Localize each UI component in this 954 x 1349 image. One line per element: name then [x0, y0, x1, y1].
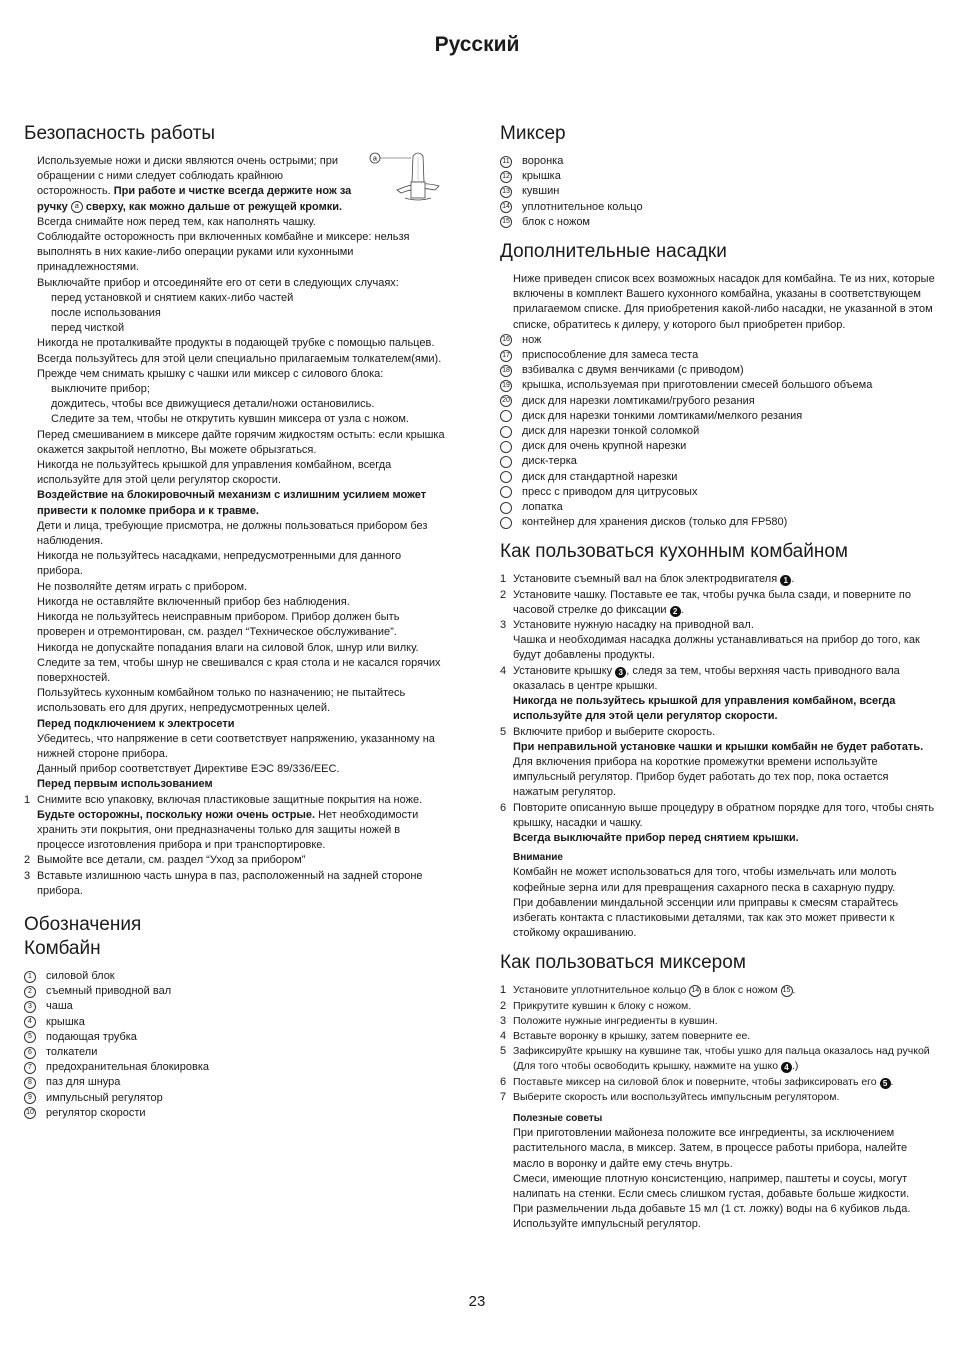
note-text: Комбайн не может использоваться для того, чтобы измельчать или молоть кофейные зерна или для превращения сахарного песка в сахарную пудру. [513, 866, 897, 894]
item-number-icon: 6 [24, 1047, 36, 1059]
item-number-icon [500, 426, 512, 438]
mixer-heading: Миксер [500, 123, 566, 144]
safety-subitem: после использования [51, 307, 161, 320]
safety-text: Никогда не допускайте попадания влаги на силовой блок, шнур или вилку. Следите за тем, чтобы шнур не свешивался с края стола и не касался горячих поверхностей. [37, 641, 441, 684]
list-item [24, 984, 448, 999]
list-item: 3 Положите нужные ингредиенты в кувшин. [500, 1014, 718, 1027]
list-item-label: крышка [46, 1015, 85, 1028]
tips-heading: Полезные советы [513, 1112, 603, 1124]
list-item-label: силовой блок [46, 969, 115, 982]
list-item-label: крышка, используемая при приготовлении смесей большого объема [522, 379, 873, 392]
safety-subitem: перед чисткой [51, 322, 125, 335]
safety-text: Убедитесь, что напряжение в сети соответствует напряжению, указанному на нижней стороне прибора. [37, 732, 435, 760]
list-item-label: подающая трубка [46, 1030, 137, 1043]
item-number-icon: 17 [500, 350, 512, 362]
safety-subitem: Следите за тем, чтобы не открутить кувшин миксера от узла с ножом. [51, 413, 409, 426]
list-item: 1 Снимите всю упаковку, включая пластиковые защитные покрытия на ноже. Будьте осторожны, поскольку ножи очень острые. Нет необходимости хранить эти покрытия, они предназначены только для защиты ножей в процессе изготовления прибора и при транспортировке. [24, 793, 423, 852]
list-item [500, 363, 936, 378]
list-item-label: импульсный регулятор [46, 1091, 163, 1104]
item-number-icon: 1 [24, 971, 36, 983]
first-use-list [24, 793, 448, 899]
list-item-label: диск для нарезки тонкими ломтиками/мелкого резания [522, 409, 803, 422]
list-item [500, 333, 936, 348]
list-item: 7 Выберите скорость или воспользуйтесь импульсным регулятором. [500, 1090, 840, 1103]
item-number-icon [500, 486, 512, 498]
safety-text: Перед смешиванием в миксере дайте горячим жидкостям остыть: если крышка окажется закрытой неплотно, Вы можете обрызгаться. [37, 428, 445, 456]
list-item: 2 Прикрутите кувшин к блоку с ножом. [500, 999, 692, 1012]
list-item-label: диск-терка [522, 455, 577, 468]
mixer-list [500, 154, 936, 230]
item-number-icon: 9 [24, 1092, 36, 1104]
list-item: 3 Установите нужную насадку на приводной вал. Чашка и необходимая насадка должны устанавливаться на прибор до того, как будут добавлены продукты. [500, 619, 920, 662]
item-number-icon: 4 [24, 1016, 36, 1028]
list-item-label: блок с ножом [522, 215, 590, 228]
item-number-icon: 12 [500, 171, 512, 183]
safety-text: Никогда не проталкивайте продукты в подающей трубке с помощью пальцев. Всегда пользуйтесь для этой цели специально прилагаемым толкателем(ями). [37, 337, 442, 365]
blender-heading: Как пользоваться миксером [500, 952, 746, 974]
list-item: 5 Зафиксируйте крышку на кувшине так, чтобы ушко для пальца оказалось над ручкой (Для того чтобы освободить крышку, нажмите на ушко 4 .) [500, 1045, 930, 1073]
tip-text: Смеси, имеющие плотную консистенцию, например, паштеты и соусы, могут налипать на стенки. Если смесь слишком густая, добавьте больше жидкости. [513, 1172, 910, 1200]
list-item-label: паз для шнура [46, 1076, 121, 1089]
safety-text: Не позволяйте детям играть с прибором. [37, 580, 248, 593]
safety-text: Всегда снимайте нож перед тем, как наполнять чашку. [37, 215, 316, 228]
list-item [24, 1106, 448, 1121]
list-item: 6 Повторите описанную выше процедуру в обратном порядке для того, чтобы снять крышку, насадки и чашку. Всегда выключайте прибор перед снятием крышки. [500, 801, 935, 844]
list-item: 1 Установите съемный вал на блок электродвигателя 1 . [500, 573, 795, 586]
list-item [24, 1091, 448, 1106]
list-item-label: приспособление для замеса теста [522, 349, 699, 362]
list-item [500, 424, 936, 439]
list-item [500, 409, 936, 424]
list-item [500, 470, 936, 485]
subsection-heading: Перед первым использованием [37, 778, 213, 791]
note-heading: Внимание [513, 852, 563, 864]
item-number-icon: 8 [24, 1077, 36, 1089]
item-number-icon [500, 502, 512, 514]
safety-subitem: дождитесь, чтобы все движущиеся детали/ножи остановились. [51, 398, 375, 411]
subsection-heading: Перед подключением к электросети [37, 717, 235, 730]
list-item [24, 1075, 448, 1090]
list-item-label: съемный приводной вал [46, 985, 172, 998]
item-number-icon [500, 471, 512, 483]
list-item: 5 Включите прибор и выберите скорость. При неправильной установке чашки и крышки комбайн не будет работать. Для включения прибора на короткие промежутки времени используйте импульсный регулятор. Прибор будет работать до тех пор, пока остается нажатым регулятор. [500, 725, 924, 799]
list-item-label: диск для нарезки тонкой соломкой [522, 425, 700, 438]
list-item [500, 394, 936, 409]
list-item [500, 515, 936, 530]
safety-text: Выключайте прибор и отсоединяйте его от сети в следующих случаях: [37, 276, 399, 289]
list-item-label: нож [522, 333, 542, 346]
list-item-label: диск для очень крупной нарезки [522, 440, 687, 453]
item-number-icon: 19 [500, 380, 512, 392]
tip-text: При приготовлении майонеза положите все ингредиенты, за исключением растительного масла, в миксер. Затем, в процессе работы прибора, налейте масло в воронку и дайте ему стечь внутрь. [513, 1127, 908, 1170]
list-item [500, 184, 936, 199]
safety-text: Никогда не пользуйтесь крышкой для управления комбайном, всегда используйте для этой цели регулятор скорости. [37, 459, 392, 487]
list-item [500, 485, 936, 500]
list-item-label: воронка [522, 155, 564, 167]
list-item-label: диск для нарезки ломтиками/грубого резания [522, 394, 755, 407]
list-item: 3 Вставьте излишнюю часть шнура в паз, расположенный на задней стороне прибора. [24, 869, 423, 897]
list-item-label: диск для стандартной нарезки [522, 470, 678, 483]
list-item-label: предохранительная блокировка [46, 1061, 210, 1074]
list-item-label: крышка [522, 170, 561, 183]
safety-warning: Воздействие на блокировочный механизм с излишним усилием может привести к поломке прибора и к травме. [37, 489, 427, 517]
list-item-label: кувшин [522, 185, 560, 198]
tip-text: При размельчении льда добавьте 15 мл (1 ст. ложку) воды на 6 кубиков льда. Используйте импульсный регулятор. [513, 1203, 911, 1231]
list-item-label: уплотнительное кольцо [522, 200, 643, 213]
list-item [500, 500, 936, 515]
list-item: 2 Вымойте все детали, см. раздел “Уход за прибором” [24, 854, 306, 867]
list-item: 2 Установите чашку. Поставьте ее так, чтобы ручка была сзади, и поверните по часовой стрелке до фиксации 2 . [500, 588, 912, 616]
page-title: Русский [434, 33, 520, 56]
blender-steps [500, 983, 936, 1105]
item-number-icon [500, 441, 512, 453]
usage-heading: Как пользоваться кухонным комбайном [500, 541, 848, 563]
list-item [500, 215, 936, 230]
item-number-icon: 7 [24, 1062, 36, 1074]
item-number-icon: 16 [500, 334, 512, 346]
list-item [500, 200, 936, 215]
callout-a-icon: a [71, 201, 83, 213]
list-item [500, 169, 936, 184]
item-number-icon [500, 456, 512, 468]
list-item [500, 439, 936, 454]
list-item: 4 Вставьте воронку в крышку, затем поверните ее. [500, 1029, 751, 1042]
item-number-icon: 10 [24, 1107, 36, 1119]
item-number-icon [500, 410, 512, 422]
safety-text: Данный прибор соответствует Директиве ЕЭС 89/336/EEC. [37, 763, 340, 776]
knife-blade-illustration [369, 152, 449, 212]
list-item: 1 Установите уплотнительное кольцо 14 в блок с ножом 15 . [500, 984, 796, 997]
callout-label: a [373, 155, 377, 163]
list-item-label: лопатка [522, 501, 563, 514]
item-number-icon: 14 [500, 201, 512, 213]
list-item-label: контейнер для хранения дисков (только для FP580) [522, 516, 788, 529]
list-item [500, 378, 936, 393]
safety-subitem: перед установкой и снятием каких-либо частей [51, 291, 294, 304]
item-number-icon: 18 [500, 365, 512, 377]
safety-text: Пользуйтесь кухонным комбайном только по назначению; не пытайтесь использовать его для других, непредусмотренных целей. [37, 687, 406, 715]
list-item [24, 1060, 448, 1075]
list-item: 4 Установите крышку 3 , следя за тем, чтобы верхняя часть приводного вала оказалась в центре крышки. Никогда не пользуйтесь крышкой для управления комбайном, всегда используйте для этой цели регулятор скорости. [500, 664, 900, 723]
list-item [24, 1045, 448, 1060]
note-text: При добавлении миндальной эссенции или приправы к смесям старайтесь избегать контакта с пластиковыми деталями, так как это может привести к стойкому окрашиванию. [513, 896, 899, 940]
legend-heading: Обозначения [24, 913, 142, 935]
right-column [500, 122, 936, 1233]
list-item [500, 348, 936, 363]
item-number-icon: 20 [500, 395, 512, 407]
safety-text: Никогда не оставляйте включенный прибор без наблюдения. [37, 595, 350, 608]
attachments-heading: Дополнительные насадки [500, 241, 727, 263]
item-number-icon [500, 517, 512, 529]
item-number-icon: 11 [500, 156, 512, 168]
list-item-label: толкатели [46, 1045, 98, 1058]
left-column [24, 122, 448, 1121]
usage-steps [500, 572, 936, 846]
legend-list [24, 969, 448, 1121]
list-item [24, 1030, 448, 1045]
item-number-icon: 3 [24, 1001, 36, 1013]
attachments-intro: Ниже приведен список всех возможных насадок для комбайна. Те из них, которые включены в комплект Вашего кухонного комбайна, указаны в соответствующем прилагаемом списке. Для приобретения какой-либо насадки, не указанной в этом списке, обратитесь к дилеру, у которого был приобретен прибор. [513, 273, 935, 331]
item-number-icon: 13 [500, 186, 512, 198]
safety-heading: Безопасность работы [24, 123, 216, 144]
list-item: 6 Поставьте миксер на силовой блок и поверните, чтобы зафиксировать его 5 . [500, 1075, 894, 1088]
page-number: 23 [468, 1293, 486, 1310]
list-item [24, 1015, 448, 1030]
legend-subheading: Комбайн [24, 937, 101, 959]
attachments-list [500, 333, 936, 531]
safety-text: Соблюдайте осторожность при включенных комбайне и миксере: нельзя выполнять в них какие-либо операции руками или кухонными принадлежностями. [37, 231, 410, 274]
list-item [500, 454, 936, 469]
safety-text: Прежде чем снимать крышку с чашки или миксер с силового блока: [37, 367, 384, 380]
list-item [500, 154, 936, 169]
safety-intro: Используемые ножи и диски являются очень острыми; при обращении с ними следует соблюдать крайнюю осторожность. При работе и чистке всегда держите нож за ручку a сверху, как можно дальше от режущей кромки. [37, 155, 352, 213]
safety-text: Никогда не пользуйтесь неисправным прибором. Прибор должен быть проверен и отремонтирован, см. раздел “Техническое обслуживание”. [37, 611, 400, 639]
item-number-icon: 15 [500, 216, 512, 228]
safety-text: Никогда не пользуйтесь насадками, непредусмотренными для данного прибора. [37, 550, 402, 578]
list-item [24, 999, 448, 1014]
item-number-icon: 2 [24, 986, 36, 998]
list-item [24, 969, 448, 984]
list-item-label: регулятор скорости [46, 1106, 146, 1119]
safety-text: Дети и лица, требующие присмотра, не должны пользоваться прибором без наблюдения. [37, 519, 428, 548]
list-item-label: взбивалка с двумя венчиками (с приводом) [522, 364, 744, 377]
list-item-label: пресс с приводом для цитрусовых [522, 485, 698, 498]
safety-subitem: выключите прибор; [51, 383, 150, 396]
list-item-label: чаша [46, 1000, 73, 1013]
item-number-icon: 5 [24, 1031, 36, 1043]
